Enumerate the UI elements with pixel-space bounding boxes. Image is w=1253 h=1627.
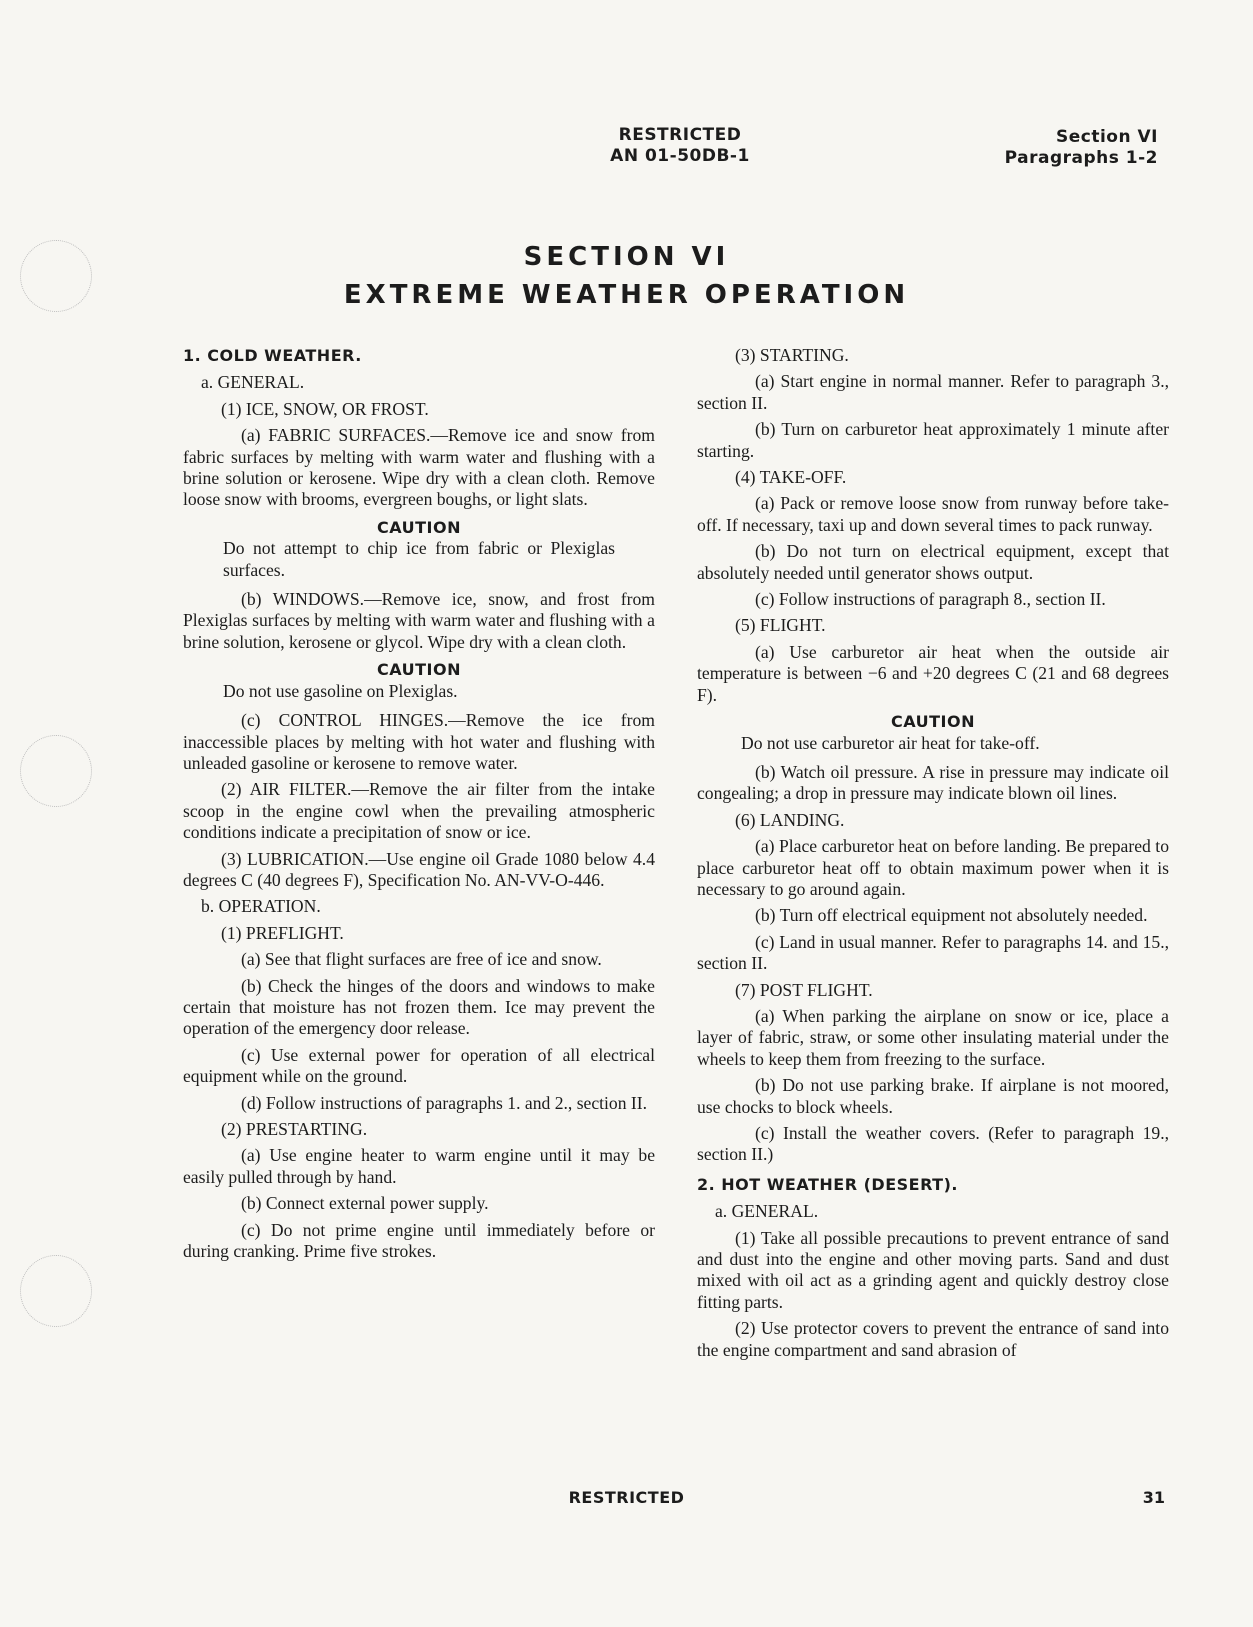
paragraph: (a) See that flight surfaces are free of ice and snow.	[241, 949, 602, 970]
page-header-center	[560, 125, 800, 167]
paragraph: (c) Use external power for operation of all electrical equipment while on the ground.	[183, 1044, 655, 1087]
paragraph: (b) Turn on carburetor heat approximately 1 minute after starting.	[697, 419, 1169, 461]
punch-hole-mark	[20, 1255, 92, 1327]
subheading: b. OPERATION.	[201, 896, 321, 917]
paragraph: (b) Watch oil pressure. A rise in pressure may indicate oil congealing; a drop in pressure may indicate blown oil lines.	[697, 761, 1169, 804]
heading-cold-weather: 1. COLD WEATHER.	[183, 346, 362, 365]
punch-hole-mark	[20, 735, 92, 807]
paragraphs-label: Paragraphs 1-2	[1004, 148, 1158, 168]
paragraph: (d) Follow instructions of paragraphs 1. and 2., section II.	[241, 1092, 648, 1113]
paragraph: (a) When parking the airplane on snow or ice, place a layer of fabric, straw, or some other insulating material under the wheels to keep them from freezing to the surface.	[697, 1005, 1169, 1069]
paragraph: (c) Follow instructions of paragraph 8., section II.	[755, 589, 1106, 610]
caution-text: Do not attempt to chip ice from fabric or Plexiglas surfaces.	[223, 538, 615, 580]
right-column	[697, 345, 1169, 1366]
subheading: (2) PRESTARTING.	[221, 1119, 368, 1139]
subheading: (5) FLIGHT.	[735, 615, 826, 636]
paragraph: (1) Take all possible precautions to prevent entrance of sand and dust into the engine and other moving parts. Sand and dust mixed with oil act as a grinding agent and quickly destroy close fitting parts.	[697, 1227, 1169, 1312]
caution-heading: CAUTION	[377, 660, 461, 680]
subheading: (1) ICE, SNOW, OR FROST.	[221, 398, 429, 419]
subheading: (3) STARTING.	[735, 345, 849, 365]
caution-heading: CAUTION	[377, 517, 461, 537]
paragraph: (b) WINDOWS.—Remove ice, snow, and frost from Plexiglas surfaces by melting with warm water and flushing with a brine solution, kerosene or glycol. Wipe dry with a clean cloth.	[183, 589, 655, 652]
document-number: AN 01-50DB-1	[610, 146, 750, 166]
subheading: (6) LANDING.	[735, 809, 845, 830]
paragraph: (b) Check the hinges of the doors and windows to make certain that moisture has not frozen them. Ice may prevent the operation of the emergency door release.	[183, 975, 655, 1039]
paragraph: (c) Install the weather covers. (Refer to paragraph 19., section II.)	[697, 1123, 1169, 1165]
caution-heading: CAUTION	[891, 712, 975, 732]
subheading: a. GENERAL.	[201, 372, 305, 393]
page-header-right	[1005, 127, 1158, 169]
paragraph: (a) Use engine heater to warm engine until it may be easily pulled through by hand.	[183, 1145, 655, 1187]
paragraph: (b) Do not turn on electrical equipment, except that absolutely needed until generator shows output.	[697, 541, 1169, 583]
section-title: SECTION VI	[523, 242, 730, 272]
footer-restricted: RESTRICTED	[568, 1488, 685, 1507]
subheading: (7) POST FLIGHT.	[735, 979, 873, 1000]
paragraph: (c) Land in usual manner. Refer to paragraphs 14. and 15., section II.	[697, 931, 1169, 974]
left-column	[183, 345, 655, 1267]
paragraph: (2) Use protector covers to prevent the entrance of sand into the engine compartment and sand abrasion of	[697, 1318, 1169, 1360]
caution-text: Do not use gasoline on Plexiglas.	[223, 680, 458, 701]
subheading: a. GENERAL.	[715, 1201, 819, 1222]
heading-hot-weather: 2. HOT WEATHER (DESERT).	[697, 1174, 958, 1194]
paragraph: (a) Use carburetor air heat when the outside air temperature is between −6 and +20 degrees C (21 and 68 degrees F).	[697, 641, 1169, 705]
page-number: 31	[1142, 1488, 1165, 1507]
section-label: Section VI	[1056, 127, 1158, 147]
paragraph: (2) AIR FILTER.—Remove the air filter from the intake scoop in the engine cowl when the prevailing atmospheric conditions indicate a precipitation of snow or ice.	[183, 779, 655, 843]
restricted-marking: RESTRICTED	[618, 125, 742, 145]
paragraph: (3) LUBRICATION.—Use engine oil Grade 1080 below 4.4 degrees C (40 degrees F), Specification No. AN-VV-O-446.	[183, 848, 655, 890]
subheading: (4) TAKE-OFF.	[735, 467, 847, 488]
paragraph: (a) FABRIC SURFACES.—Remove ice and snow from fabric surfaces by melting with warm water and flushing with a brine solution or kerosene. Wipe dry with a clean cloth. Remove loose snow with brooms, evergreen boughs, or light slats.	[183, 425, 655, 510]
paragraph: (b) Turn off electrical equipment not absolutely needed.	[755, 905, 1148, 926]
paragraph: (a) Start engine in normal manner. Refer to paragraph 3., section II.	[697, 371, 1169, 413]
paragraph: (c) Do not prime engine until immediately before or during cranking. Prime five strokes.	[183, 1219, 655, 1262]
subheading: (1) PREFLIGHT.	[221, 922, 344, 943]
paragraph: (a) Pack or remove loose snow from runway before take-off. If necessary, taxi up and down several times to pack runway.	[697, 493, 1169, 535]
section-subtitle: EXTREME WEATHER OPERATION	[343, 280, 910, 310]
paragraph: (a) Place carburetor heat on before landing. Be prepared to place carburetor heat off to obtain maximum power when it is necessary to go around again.	[697, 836, 1169, 899]
paragraph: (c) CONTROL HINGES.—Remove the ice from inaccessible places by melting with hot water and flushing with unleaded gasoline or kerosene to remove water.	[183, 710, 655, 773]
caution-text: Do not use carburetor air heat for take-off.	[741, 732, 1040, 753]
paragraph: (b) Do not use parking brake. If airplane is not moored, use chocks to block wheels.	[697, 1075, 1169, 1117]
paragraph: (b) Connect external power supply.	[241, 1193, 489, 1214]
